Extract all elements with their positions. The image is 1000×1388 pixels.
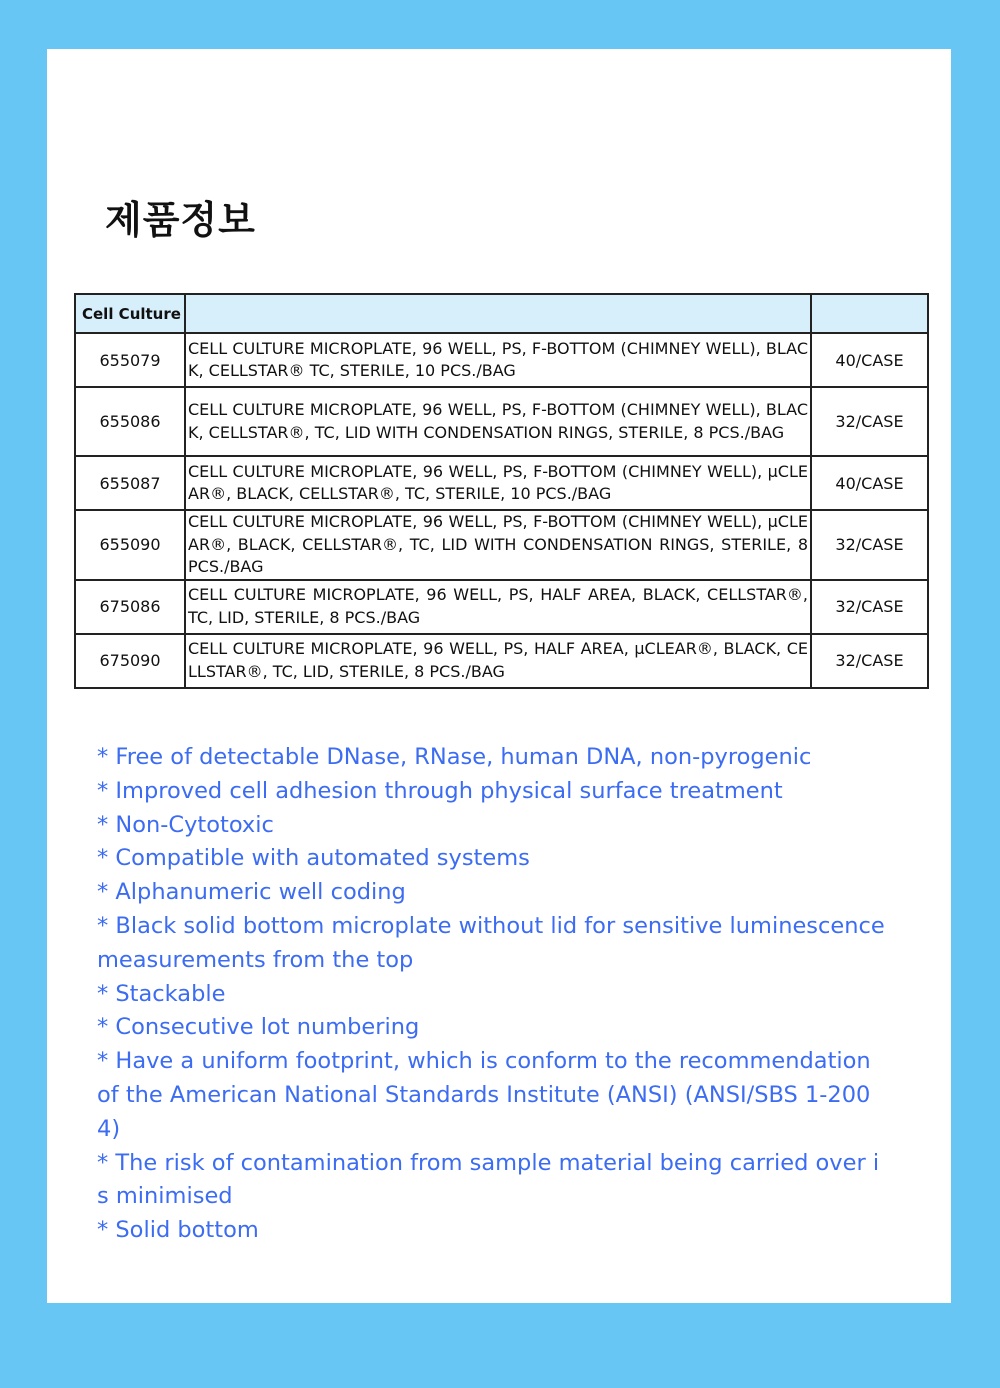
product-code: 675090 [75, 634, 185, 688]
product-description: CELL CULTURE MICROPLATE, 96 WELL, PS, F-BOTTOM (CHIMNEY WELL), BLACK, CELLSTAR® TC, STERILE, 10 PCS./BAG [185, 333, 811, 387]
product-quantity: 32/CASE [811, 510, 928, 580]
feature-item: * Non-Cytotoxic [97, 811, 274, 838]
table-header-quantity [811, 294, 928, 333]
table-row [75, 510, 928, 580]
table-row [75, 634, 928, 688]
product-description: CELL CULTURE MICROPLATE, 96 WELL, PS, F-BOTTOM (CHIMNEY WELL), BLACK, CELLSTAR®, TC, LID WITH CONDENSATION RINGS, STERILE, 8 PCS./BAG [185, 387, 811, 456]
product-description: CELL CULTURE MICROPLATE, 96 WELL, PS, F-BOTTOM (CHIMNEY WELL), µCLEAR®, BLACK, CELLSTAR®, TC, LID WITH CONDENSATION RINGS, STERILE, 8 PCS./BAG [185, 510, 811, 580]
content-card [47, 49, 951, 1303]
product-quantity: 32/CASE [811, 580, 928, 634]
product-description: CELL CULTURE MICROPLATE, 96 WELL, PS, HALF AREA, BLACK, CELLSTAR®, TC, LID, STERILE, 8 PCS./BAG [185, 580, 811, 634]
table-row [75, 580, 928, 634]
product-table [74, 293, 929, 689]
feature-item: * The risk of contamination from sample material being carried over is minimised [97, 1149, 880, 1210]
product-quantity: 32/CASE [811, 387, 928, 456]
table-header-category: Cell Culture [75, 294, 185, 333]
table-row [75, 456, 928, 510]
product-quantity: 32/CASE [811, 634, 928, 688]
product-description: CELL CULTURE MICROPLATE, 96 WELL, PS, HALF AREA, µCLEAR®, BLACK, CELLSTAR®, TC, LID, STERILE, 8 PCS./BAG [185, 634, 811, 688]
feature-item: * Have a uniform footprint, which is conform to the recommendation of the American National Standards Institute (ANSI) (ANSI/SBS 1-2004) [97, 1048, 871, 1142]
feature-item: * Compatible with automated systems [97, 845, 530, 872]
feature-list [97, 741, 887, 1248]
page-title: 제품정보 [105, 198, 256, 242]
product-description: CELL CULTURE MICROPLATE, 96 WELL, PS, F-BOTTOM (CHIMNEY WELL), µCLEAR®, BLACK, CELLSTAR®, TC, STERILE, 10 PCS./BAG [185, 456, 811, 510]
table-row [75, 387, 928, 456]
table-header-row [75, 294, 928, 333]
feature-item: * Consecutive lot numbering [97, 1014, 420, 1041]
feature-item: * Free of detectable DNase, RNase, human DNA, non-pyrogenic [97, 744, 812, 770]
product-code: 655079 [75, 333, 185, 387]
product-quantity: 40/CASE [811, 333, 928, 387]
feature-item: * Improved cell adhesion through physical surface treatment [97, 777, 783, 804]
product-quantity: 40/CASE [811, 456, 928, 510]
product-code: 675086 [75, 580, 185, 634]
product-code: 655086 [75, 387, 185, 456]
feature-item: * Solid bottom [97, 1217, 259, 1244]
product-code: 655087 [75, 456, 185, 510]
product-code: 655090 [75, 510, 185, 580]
feature-item: * Black solid bottom microplate without lid for sensitive luminescence measurements from the top [97, 912, 885, 973]
feature-item: * Stackable [97, 980, 226, 1007]
table-header-description [185, 294, 811, 333]
feature-item: * Alphanumeric well coding [97, 879, 406, 906]
table-row [75, 333, 928, 387]
